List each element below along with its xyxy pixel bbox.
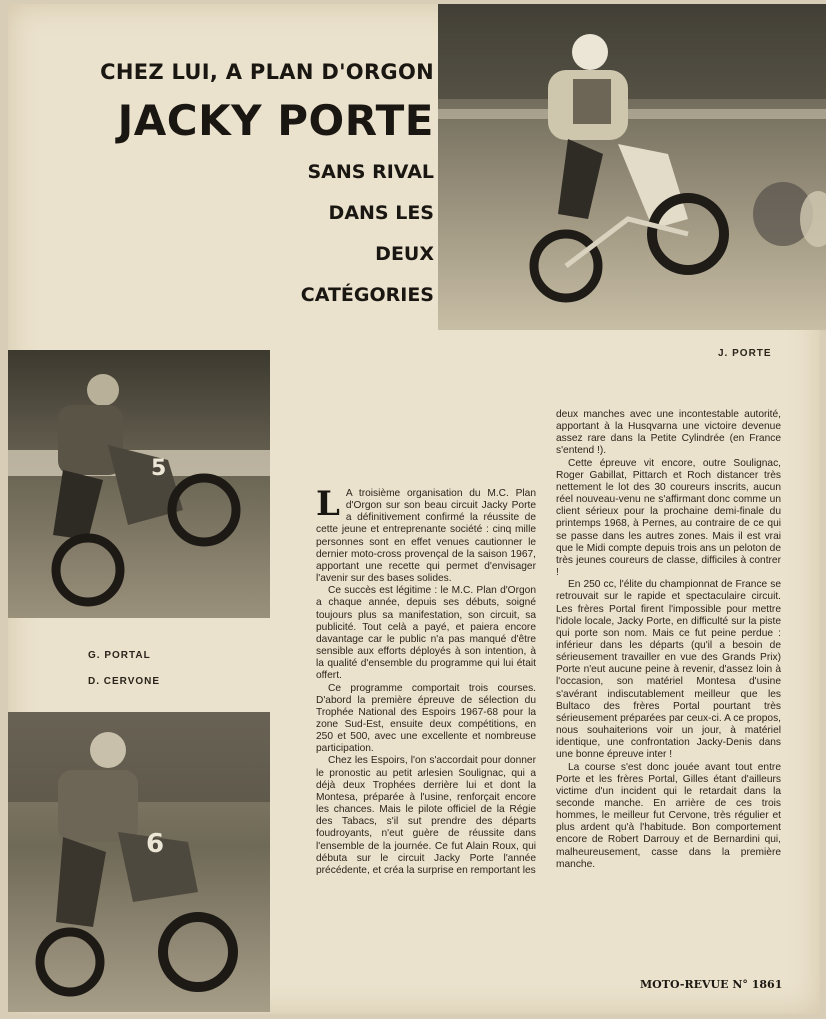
- photo-g-portal-image: [8, 350, 270, 618]
- article-paragraph: En 250 cc, l'élite du championnat de France se retrouvait sur le rapide et spectaculaire circuit. Les frères Portal firent l'impossible pour mettre l'idole locale, Jacky Porte, en difficulté sur la piste qui porte son nom. Mais ce fut peine perdue : inférieur dans les départs (qu'il a besoin de sérieusement travailler en vue des Grands Prix) Porte n'eut aucune peine à revenir, d'assez loin à l'occasion, son matériel Montesa d'usine s'avérant indiscutablement meilleur que les Bultaco des frères Portal pourtant très sérieusement préparées par ceux-ci. A ce propos, nous souhaiterions voir un jour, à matériel identique, une confrontation Jacky-Denis dans une bonne épreuve inter !: [556, 579, 781, 761]
- paragraph-text: A troisième organisation du M.C. Plan d'Orgon sur son beau circuit Jacky Porte a définitivement confirmé la réussite de cette jeune et entreprenante société : cinq mille personnes sont en effet venues cautionner le dernier moto-cross provençal de la saison 1967, apportant une recette qui permet d'envisager l'avenir sur des bases solides.: [316, 488, 536, 585]
- race-number-bottom: 6: [146, 829, 165, 859]
- subtitle-line-4: CATÉGORIES: [300, 284, 434, 306]
- photo-d-cervone: [8, 712, 270, 1012]
- race-number-middle: 5: [151, 456, 167, 481]
- subtitle-line-2: DANS LES: [328, 202, 434, 224]
- article-paragraph: Cette épreuve vit encore, outre Soulignac, Roger Gabillat, Pittarch et Roch distancer très nettement le lot des 30 coureurs inscrits, aucun réel nouveau-venu ne s'affirmant donc comme un client sérieux pour la prochaine demi-finale du printemps 1968, à Pernes, au contraire de ce qui se passe dans les autres zones. Mais il est vrai que le Midi compte depuis trois ans un peloton de très jeunes coureurs de classe, difficiles à contrer !: [556, 457, 781, 579]
- drop-cap: L: [316, 484, 340, 524]
- article-column-1: [316, 484, 536, 877]
- headline-title: JACKY PORTE: [117, 96, 434, 145]
- article-column-2: [556, 409, 781, 871]
- article-paragraph: Ce programme comportait trois courses. D'abord la première épreuve de sélection du Trophée National des Espoirs 1967-68 pour la zone Sud-Est, ensuite deux compétitions, en 250 et 500, avec une excellente et nombreuse participation.: [316, 682, 536, 755]
- article-paragraph: deux manches avec une incontestable autorité, apportant à la Husqvarna une victoire devenue assez rare dans la Petite Cylindrée (en France s'entend !).: [556, 409, 781, 457]
- headline-kicker: CHEZ LUI, A PLAN D'ORGON: [100, 60, 434, 84]
- photo-d-cervone-image: [8, 712, 270, 1012]
- caption-portal: G. PORTAL: [88, 650, 151, 661]
- article-paragraph: La course s'est donc jouée avant tout entre Porte et les frères Portal, Gilles étant d'ailleurs victime d'un incident qui le retardait dans la seconde manche. En arrière de ces trois hommes, le meilleur fut Cervone, très régulier et plus ardent qu'à l'habitude. Bon comportement encore de Robert Darrouy et de Bernardini qui, malheureusement, casse dans la première manche.: [556, 761, 781, 870]
- photo-g-portal: [8, 350, 270, 618]
- photo-jacky-porte: [438, 4, 826, 330]
- caption-top-photo: J. PORTE: [718, 348, 772, 359]
- page-footer: MOTO-REVUE N° 1861: [640, 978, 783, 991]
- magazine-page: [8, 4, 820, 1014]
- article-paragraph: [316, 484, 536, 585]
- subtitle-line-1: SANS RIVAL: [307, 161, 434, 183]
- caption-cervone: D. CERVONE: [88, 676, 161, 687]
- subtitle-line-3: DEUX: [375, 243, 434, 265]
- article-paragraph: Ce succès est légitime : le M.C. Plan d'Orgon a chaque année, depuis ses débuts, soigné toujours plus sa manifestation, son circuit, sa publicité. Tout celà a payé, et paiera encore davantage car le public n'a pas manqué d'être sensible aux efforts déployés à son intention, à la qualité d'ensemble du programme qui lui était offert.: [316, 585, 536, 682]
- headline-subtitle: [96, 152, 434, 316]
- photo-jacky-porte-image: [438, 4, 826, 330]
- article-paragraph: Chez les Espoirs, l'on s'accordait pour donner le pronostic au petit arlesien Soulignac, qui a déjà deux Trophées derrière lui et dont la Montesa, préparée à l'usine, renforçait encore les chances. Mais le pilote officiel de la Régie des Tabacs, s'il sut prendre des départs foudroyants, n'eut guère de réussite dans l'ensemble de la journée. Ce fut Alain Roux, qui débuta sur le circuit Jacky Porte l'année précédente, et créa la surprise en remportant les: [316, 755, 536, 876]
